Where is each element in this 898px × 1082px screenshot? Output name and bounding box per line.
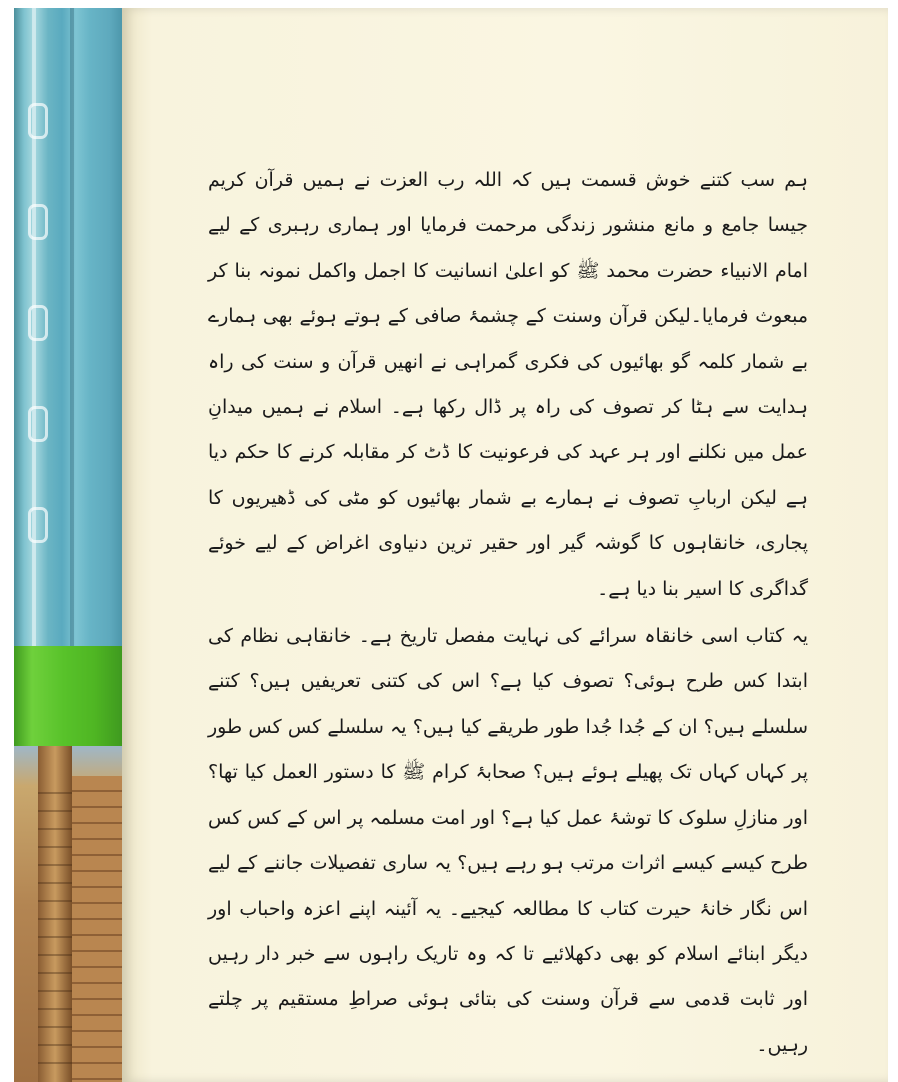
blurb-paragraph-2: یہ کتاب اسی خانقاہ سرائے کی نہایت مفصل تاریخ ہے۔ خانقاہی نظام کی ابتدا کس طرح ہوئی؟ تصوف کیا ہے؟ اس کی کتنی تعریفیں ہیں؟ کتنے سلسلے ہیں؟ ان کے جُدا جُدا طور طریقے کیا ہیں؟ یہ سلسلے کس کس طور پر کہاں کہاں تک پھیلے ہوئے ہیں؟ صحابۂ کرام ﷺ کا دستور العمل کیا تھا؟ اور منازلِ سلوک کا توشۂ عمل کیا ہے؟ اور امت مسلمہ پر اس کے کس کس طرح کیسے کیسے اثرات مرتب ہو رہے ہیں؟ یہ ساری تفصیلات جاننے کے لیے اس نگار خانۂ حیرت کتاب کا مطالعہ کیجیے۔ یہ آئینہ اپنے اعزہ واحباب اور دیگر ابنائے اسلام کو بھی دکھلائیے تا کہ وہ تاریک راہوں سے خبر دار رہیں اور ثابت قدمی سے قرآن وسنت کی بتائی ہوئی صراطِ مستقیم پر چلتے رہیں۔ xyxy=(208,625,808,1056)
cover-page xyxy=(122,8,888,1082)
spine-green-band xyxy=(14,646,122,746)
blurb-text xyxy=(208,158,808,1068)
wall-graphic xyxy=(72,776,122,1082)
minaret-graphic xyxy=(38,746,72,1082)
book-back-cover xyxy=(14,8,888,1082)
book-spine xyxy=(14,8,122,1082)
spine-building-image xyxy=(14,746,122,1082)
spine-lettering xyxy=(22,103,54,543)
spine-blue-band xyxy=(14,8,122,646)
blurb-paragraph-1: ہم سب کتنے خوش قسمت ہیں کہ اللہ رب العزت نے ہمیں قرآن کریم جیسا جامع و مانع منشور زندگی مرحمت فرمایا اور ہماری رہبری کے لیے امام الانبیاء حضرت محمد ﷺ کو اعلیٰ انسانیت کا اجمل واکمل نمونہ بنا کر مبعوث فرمایا۔لیکن قرآن وسنت کے چشمۂ صافی کے ہوتے ہوئے بھی ہمارے بے شمار کلمہ گو بھائیوں کی فکری گمراہی نے انھیں قرآن و سنت کی راہ ہدایت سے ہٹا کر تصوف کی راہ پر ڈال رکھا ہے۔ اسلام نے ہمیں میدانِ عمل میں نکلنے اور ہر عہد کی فرعونیت کا ڈٹ کر مقابلہ کرنے کا حکم دیا ہے لیکن اربابِ تصوف نے ہمارے بے شمار بھائیوں کو مٹی کی ڈھیریوں کا پجاری، خانقاہوں کا گوشہ گیر اور حقیر ترین دنیاوی اغراض کے لیے خوئے گداگری کا اسیر بنا دیا ہے۔ xyxy=(208,169,808,600)
